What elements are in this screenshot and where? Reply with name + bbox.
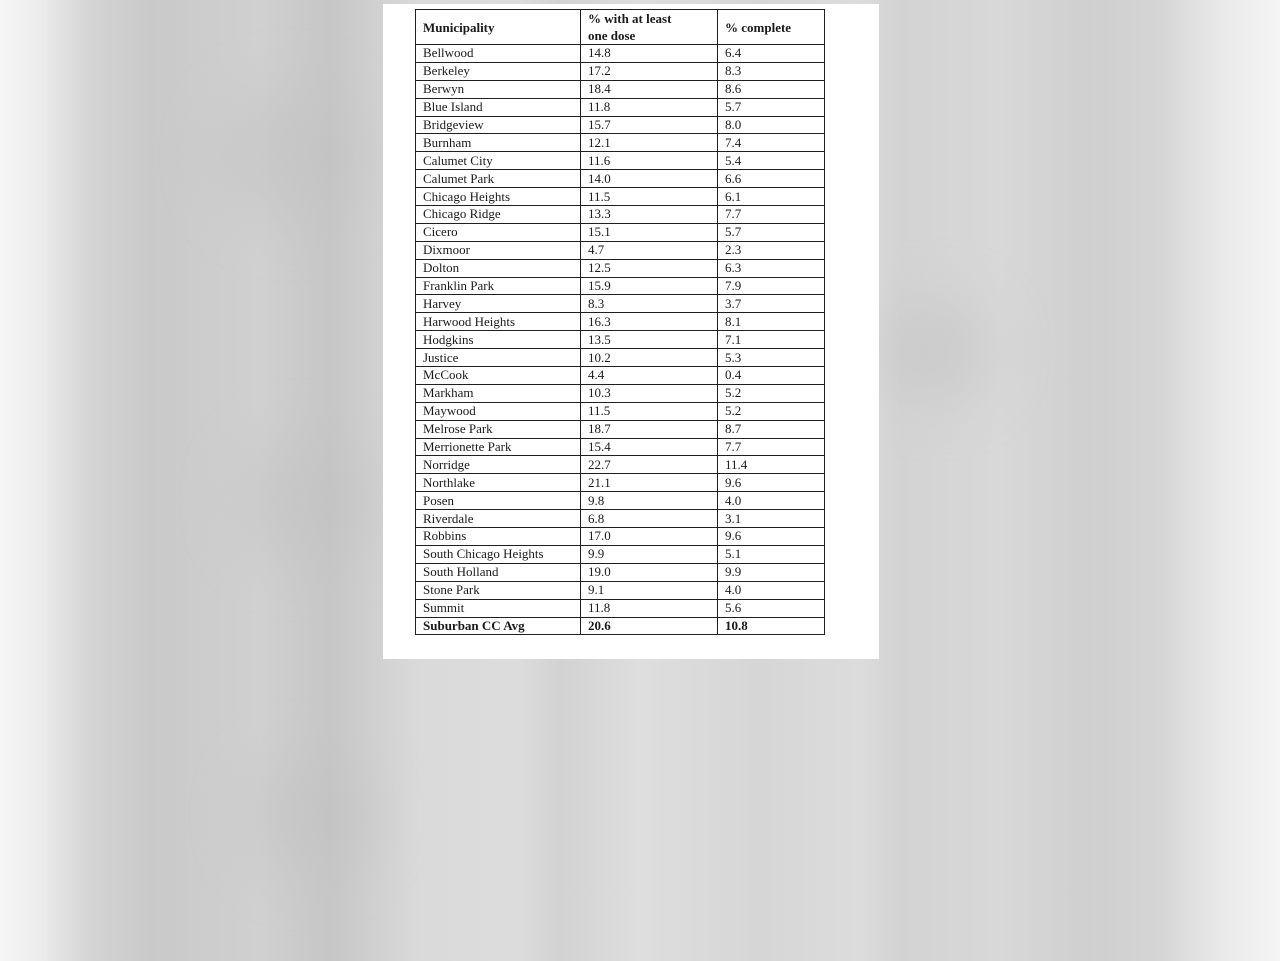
municipality-cell: Summit: [416, 599, 581, 617]
table-row: [416, 313, 825, 331]
dose-header-line2: one dose: [588, 28, 636, 43]
table-row: [416, 599, 825, 617]
complete-cell: 7.7: [718, 206, 825, 224]
municipality-cell: Riverdale: [416, 510, 581, 528]
dose-cell: 20.6: [581, 617, 718, 635]
dose-cell: 10.3: [581, 384, 718, 402]
background-blur-shape: [220, 90, 360, 220]
document-page: [383, 4, 879, 659]
municipality-cell: Dolton: [416, 259, 581, 277]
dose-cell: 15.7: [581, 116, 718, 134]
municipality-cell: Bellwood: [416, 45, 581, 63]
table-row: [416, 295, 825, 313]
dose-cell: 8.3: [581, 295, 718, 313]
table-row: [416, 545, 825, 563]
dose-cell: 6.8: [581, 510, 718, 528]
municipality-cell: Burnham: [416, 134, 581, 152]
dose-cell: 14.0: [581, 170, 718, 188]
dose-cell: 16.3: [581, 313, 718, 331]
municipality-cell: Norridge: [416, 456, 581, 474]
table-row: [416, 45, 825, 63]
municipality-cell: Stone Park: [416, 581, 581, 599]
complete-cell: 11.4: [718, 456, 825, 474]
dose-cell: 11.6: [581, 152, 718, 170]
municipality-cell: Berkeley: [416, 62, 581, 80]
table-row: [416, 116, 825, 134]
dose-cell: 4.7: [581, 241, 718, 259]
complete-cell: 2.3: [718, 241, 825, 259]
table-row: [416, 277, 825, 295]
complete-cell: 9.6: [718, 528, 825, 546]
complete-cell: 5.2: [718, 384, 825, 402]
complete-cell: 3.7: [718, 295, 825, 313]
dose-cell: 9.9: [581, 545, 718, 563]
complete-cell: 8.3: [718, 62, 825, 80]
dose-cell: 17.2: [581, 62, 718, 80]
complete-cell: 4.0: [718, 492, 825, 510]
municipality-cell: Harwood Heights: [416, 313, 581, 331]
complete-header: % complete: [718, 10, 825, 45]
dose-cell: 11.8: [581, 98, 718, 116]
table-row: [416, 188, 825, 206]
table-row: [416, 331, 825, 349]
complete-cell: 7.9: [718, 277, 825, 295]
vaccination-table: [415, 9, 825, 635]
table-row: [416, 456, 825, 474]
dose-cell: 11.5: [581, 188, 718, 206]
complete-cell: 5.1: [718, 545, 825, 563]
municipality-cell: Melrose Park: [416, 420, 581, 438]
municipality-cell: Franklin Park: [416, 277, 581, 295]
table-row: [416, 581, 825, 599]
municipality-cell: Calumet City: [416, 152, 581, 170]
municipality-cell: Northlake: [416, 474, 581, 492]
table-row: [416, 62, 825, 80]
municipality-cell: Maywood: [416, 402, 581, 420]
municipality-cell: Bridgeview: [416, 116, 581, 134]
dose-cell: 14.8: [581, 45, 718, 63]
municipality-cell: Merrionette Park: [416, 438, 581, 456]
complete-cell: 5.2: [718, 402, 825, 420]
background-blur-shape: [880, 300, 990, 400]
table-row: [416, 384, 825, 402]
background-blur-shape: [240, 440, 370, 560]
complete-cell: 9.6: [718, 474, 825, 492]
table-row: [416, 438, 825, 456]
complete-cell: 6.4: [718, 45, 825, 63]
dose-cell: 15.9: [581, 277, 718, 295]
dose-cell: 10.2: [581, 349, 718, 367]
dose-cell: 18.4: [581, 80, 718, 98]
dose-cell: 11.5: [581, 402, 718, 420]
complete-cell: 8.0: [718, 116, 825, 134]
background-blur-shape: [250, 760, 370, 870]
table-row: [416, 259, 825, 277]
municipality-cell: Harvey: [416, 295, 581, 313]
municipality-cell: McCook: [416, 367, 581, 385]
complete-cell: 6.1: [718, 188, 825, 206]
complete-cell: 7.4: [718, 134, 825, 152]
complete-cell: 5.7: [718, 98, 825, 116]
table-row: [416, 80, 825, 98]
table-row: [416, 206, 825, 224]
complete-cell: 10.8: [718, 617, 825, 635]
table-header-row: [416, 10, 825, 45]
table-row: [416, 563, 825, 581]
complete-cell: 5.3: [718, 349, 825, 367]
complete-cell: 7.1: [718, 331, 825, 349]
table-row: [416, 134, 825, 152]
table-row: [416, 223, 825, 241]
dose-cell: 19.0: [581, 563, 718, 581]
complete-cell: 0.4: [718, 367, 825, 385]
table-row: [416, 349, 825, 367]
dose-header-line1: % with at least: [588, 11, 672, 26]
dose-cell: 18.7: [581, 420, 718, 438]
complete-cell: 5.6: [718, 599, 825, 617]
municipality-cell: Suburban CC Avg: [416, 617, 581, 635]
municipality-cell: Justice: [416, 349, 581, 367]
dose-cell: 9.8: [581, 492, 718, 510]
municipality-cell: South Holland: [416, 563, 581, 581]
municipality-cell: Blue Island: [416, 98, 581, 116]
dose-cell: 13.3: [581, 206, 718, 224]
municipality-cell: Hodgkins: [416, 331, 581, 349]
municipality-header: Municipality: [416, 10, 581, 45]
municipality-cell: Berwyn: [416, 80, 581, 98]
dose-cell: 15.4: [581, 438, 718, 456]
complete-cell: 6.6: [718, 170, 825, 188]
dose-cell: 13.5: [581, 331, 718, 349]
total-row: [416, 617, 825, 635]
table-body: [416, 45, 825, 635]
municipality-cell: South Chicago Heights: [416, 545, 581, 563]
table-row: [416, 402, 825, 420]
dose-cell: 22.7: [581, 456, 718, 474]
dose-cell: 17.0: [581, 528, 718, 546]
municipality-cell: Posen: [416, 492, 581, 510]
complete-cell: 4.0: [718, 581, 825, 599]
dose-header: [581, 10, 718, 45]
municipality-cell: Markham: [416, 384, 581, 402]
municipality-cell: Robbins: [416, 528, 581, 546]
table-row: [416, 510, 825, 528]
dose-cell: 12.1: [581, 134, 718, 152]
table-row: [416, 367, 825, 385]
municipality-cell: Dixmoor: [416, 241, 581, 259]
table-row: [416, 170, 825, 188]
complete-cell: 8.1: [718, 313, 825, 331]
municipality-cell: Chicago Ridge: [416, 206, 581, 224]
dose-cell: 9.1: [581, 581, 718, 599]
complete-cell: 8.7: [718, 420, 825, 438]
complete-cell: 7.7: [718, 438, 825, 456]
table-row: [416, 420, 825, 438]
dose-cell: 15.1: [581, 223, 718, 241]
table-row: [416, 528, 825, 546]
complete-cell: 5.7: [718, 223, 825, 241]
complete-cell: 3.1: [718, 510, 825, 528]
municipality-cell: Calumet Park: [416, 170, 581, 188]
dose-cell: 21.1: [581, 474, 718, 492]
table-row: [416, 241, 825, 259]
table-row: [416, 474, 825, 492]
municipality-cell: Cicero: [416, 223, 581, 241]
dose-cell: 12.5: [581, 259, 718, 277]
complete-cell: 8.6: [718, 80, 825, 98]
table-row: [416, 492, 825, 510]
complete-cell: 9.9: [718, 563, 825, 581]
dose-cell: 4.4: [581, 367, 718, 385]
municipality-cell: Chicago Heights: [416, 188, 581, 206]
complete-cell: 5.4: [718, 152, 825, 170]
table-row: [416, 98, 825, 116]
table-row: [416, 152, 825, 170]
complete-cell: 6.3: [718, 259, 825, 277]
dose-cell: 11.8: [581, 599, 718, 617]
